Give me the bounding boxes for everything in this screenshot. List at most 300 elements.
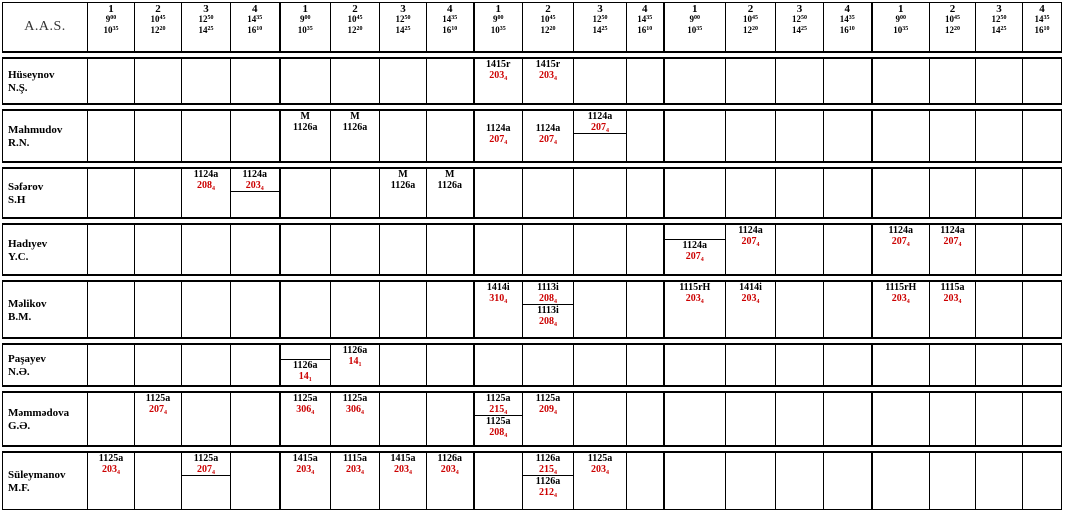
teacher-row	[3, 58, 1062, 104]
schedule-cell	[930, 168, 976, 218]
schedule-cell	[380, 452, 427, 510]
period-end: $16^{10}$	[839, 25, 855, 35]
schedule-cell	[474, 452, 523, 510]
schedule-cell	[474, 344, 523, 386]
room-number: $208_4$	[489, 426, 508, 439]
schedule-cell	[523, 452, 574, 510]
teacher-row	[3, 281, 1062, 338]
schedule-cell	[976, 392, 1023, 446]
schedule-cell	[182, 392, 231, 446]
schedule-cell	[231, 452, 280, 510]
schedule-cell	[427, 392, 474, 446]
header-row	[3, 3, 1062, 52]
room-number: $207_4$	[891, 235, 910, 248]
period-start: $10^{45}$	[540, 14, 556, 24]
lesson-entry	[873, 225, 930, 247]
course-code: 1125a	[145, 392, 171, 404]
schedule-cell	[331, 168, 380, 218]
schedule-cell	[1023, 110, 1062, 162]
course-code: 1126a	[293, 359, 318, 371]
schedule-cell	[574, 224, 627, 275]
lesson-entry	[523, 393, 573, 415]
room-number: $203_4$	[346, 463, 364, 476]
schedule-cell	[88, 58, 135, 104]
period-end: $16^{10}$	[247, 25, 263, 35]
period-start: $12^{50}$	[991, 14, 1007, 24]
schedule-cell	[474, 224, 523, 275]
course-code: 1126a	[535, 475, 561, 487]
period-number: 4	[252, 3, 258, 15]
schedule-cell	[331, 452, 380, 510]
schedule-cell	[231, 168, 280, 218]
period-start: $14^{35}$	[247, 14, 263, 24]
schedule-cell	[135, 344, 182, 386]
course-code: 1125a	[342, 392, 368, 404]
room-number: $207_4$	[539, 133, 557, 146]
course-code: 1126a	[535, 452, 561, 464]
schedule-cell	[574, 281, 627, 338]
lesson-entry	[88, 453, 134, 475]
schedule-cell	[280, 281, 331, 338]
course-code: M	[350, 110, 360, 122]
schedule-cell	[824, 168, 872, 218]
course-code: 1124a	[193, 168, 219, 180]
course-code: 1115a	[343, 452, 367, 464]
period-start: $12^{50}$	[792, 14, 807, 24]
schedule-cell	[427, 281, 474, 338]
schedule-cell	[88, 168, 135, 218]
course-code: 1415a	[292, 452, 318, 464]
period-header	[627, 3, 664, 52]
course-code: 1125a	[486, 392, 511, 404]
course-code: 1125a	[98, 452, 124, 464]
course-code: 1125a	[486, 415, 511, 427]
period-start: $10^{45}$	[150, 14, 166, 24]
schedule-cell	[1023, 452, 1062, 510]
schedule-cell	[776, 452, 824, 510]
schedule-cell	[627, 224, 664, 275]
period-end: $14^{25}$	[991, 25, 1007, 35]
schedule-cell	[872, 168, 930, 218]
schedule-cell	[930, 452, 976, 510]
period-number: 2	[949, 3, 956, 15]
teacher-initials: M.F.	[8, 482, 30, 495]
schedule-cell	[776, 281, 824, 338]
schedule-cell	[726, 110, 776, 162]
lesson-entry	[281, 393, 331, 415]
lesson-entry	[427, 453, 473, 475]
period-header	[231, 3, 280, 52]
schedule-cell	[135, 392, 182, 446]
room-number: $208_4$	[539, 292, 557, 305]
teacher-surname: Səfərov	[8, 181, 44, 193]
lesson-entry	[523, 305, 573, 327]
period-number: 3	[203, 3, 209, 15]
schedule-cell	[182, 452, 231, 510]
period-end: $10^{35}$	[490, 25, 506, 35]
period-end: $12^{20}$	[540, 25, 556, 35]
room-number: $14_1$	[298, 370, 312, 383]
schedule-cell	[523, 58, 574, 104]
schedule-cell	[331, 281, 380, 338]
schedule-cell	[824, 344, 872, 386]
course-code: 1125a	[293, 392, 318, 404]
room-number: $207_4$	[149, 403, 167, 416]
period-number: 3	[996, 3, 1002, 15]
period-number: 1	[108, 3, 114, 15]
schedule-cell	[726, 168, 776, 218]
period-header	[930, 3, 976, 52]
schedule-cell	[976, 168, 1023, 218]
schedule-cell	[380, 168, 427, 218]
schedule-cell	[824, 281, 872, 338]
period-start: $12^{50}$	[395, 14, 411, 24]
room-number: $203_4$	[591, 463, 609, 476]
course-code: 1124a	[682, 239, 707, 251]
schedule-cell	[380, 344, 427, 386]
period-number: 4	[447, 3, 453, 15]
schedule-cell	[872, 110, 930, 162]
period-start: $14^{35}$	[1034, 14, 1050, 24]
period-end: $10^{35}$	[893, 25, 909, 35]
room-number: $207_4$	[685, 250, 704, 263]
course-code: 1115rH	[679, 281, 711, 293]
room-number: $203_4$	[741, 292, 760, 305]
course-code: 1113i	[537, 281, 559, 293]
room-number: $209_4$	[539, 403, 557, 416]
course-code: 1126a	[390, 179, 416, 191]
schedule-cell	[380, 110, 427, 162]
room-number: $203_4$	[943, 292, 962, 305]
period-start: $10^{45}$	[743, 14, 758, 24]
period-end: $12^{20}$	[150, 25, 166, 35]
schedule-cell	[976, 58, 1023, 104]
schedule-cell	[1023, 344, 1062, 386]
teacher-initials: G.Ə.	[8, 420, 31, 432]
lesson-entry	[182, 169, 230, 191]
schedule-cell	[824, 392, 872, 446]
lesson-entry	[523, 282, 573, 305]
room-number: $207_4$	[943, 235, 962, 248]
course-code: 1126a	[342, 344, 368, 356]
period-header	[135, 3, 182, 52]
teacher-row	[3, 110, 1062, 162]
schedule-cell	[280, 224, 331, 275]
period-start: $9^{00}$	[105, 14, 117, 24]
schedule-cell	[824, 224, 872, 275]
schedule-cell	[930, 281, 976, 338]
course-code: 1124a	[940, 224, 965, 236]
schedule-cell	[776, 224, 824, 275]
room-number: $215_4$	[489, 403, 508, 416]
room-number: $203_4$	[296, 463, 315, 476]
schedule-cell	[627, 281, 664, 338]
lesson-entry	[475, 59, 523, 81]
teacher-name-cell	[3, 344, 88, 386]
room-number: $14_1$	[348, 355, 362, 368]
schedule-cell	[427, 224, 474, 275]
period-header	[280, 3, 331, 52]
schedule-cell	[664, 168, 726, 218]
teacher-name-cell	[3, 452, 88, 510]
period-end: $12^{20}$	[743, 25, 758, 35]
schedule-cell	[231, 281, 280, 338]
period-header	[1023, 3, 1062, 52]
period-start: $14^{35}$	[839, 14, 855, 24]
period-number: 2	[545, 3, 551, 15]
schedule-cell	[135, 281, 182, 338]
schedule-cell	[88, 392, 135, 446]
schedule-cell	[776, 168, 824, 218]
course-code: 1125a	[193, 452, 219, 464]
schedule-cell	[574, 344, 627, 386]
course-code: M	[398, 168, 408, 180]
schedule-cell	[88, 281, 135, 338]
period-header	[776, 3, 824, 52]
schedule-cell	[135, 452, 182, 510]
room-number: $203_4$	[394, 463, 412, 476]
teacher-surname: Məlikov	[8, 297, 47, 310]
lesson-entry	[281, 111, 331, 133]
lesson-entry	[281, 359, 331, 382]
schedule-cell	[664, 392, 726, 446]
period-header	[976, 3, 1023, 52]
course-code: 1126a	[437, 179, 462, 191]
room-number: $203_4$	[245, 179, 264, 192]
schedule-cell	[88, 344, 135, 386]
schedule-cell	[182, 224, 231, 275]
period-header	[427, 3, 474, 52]
lesson-entry	[427, 169, 473, 191]
schedule-cell	[976, 224, 1023, 275]
schedule-cell	[976, 344, 1023, 386]
period-end: $14^{25}$	[592, 25, 608, 35]
period-number: 3	[597, 3, 603, 15]
room-number: $203_4$	[539, 69, 557, 82]
teacher-row	[3, 344, 1062, 386]
teacher-timetable	[2, 2, 1062, 510]
period-number: 1	[692, 3, 698, 15]
schedule-cell	[664, 281, 726, 338]
period-end: $12^{20}$	[945, 25, 960, 35]
schedule-cell	[182, 110, 231, 162]
course-code: 1414i	[486, 281, 510, 293]
lesson-entry	[475, 282, 523, 304]
room-number: $203_4$	[489, 69, 508, 82]
period-number: 2	[747, 3, 754, 15]
schedule-cell	[331, 224, 380, 275]
period-end: $10^{35}$	[103, 25, 119, 35]
lesson-entry	[523, 476, 573, 498]
lesson-entry	[475, 393, 523, 416]
course-code: 1115a	[940, 281, 965, 293]
room-number: $203_4$	[891, 292, 910, 305]
lesson-entry	[475, 416, 523, 438]
schedule-cell	[182, 58, 231, 104]
schedule-cell	[872, 392, 930, 446]
room-number: $215_4$	[539, 463, 557, 476]
course-code: 1113i	[537, 304, 559, 316]
schedule-cell	[231, 58, 280, 104]
lesson-entry	[331, 345, 379, 367]
schedule-cell	[627, 344, 664, 386]
period-header	[380, 3, 427, 52]
schedule-cell	[664, 58, 726, 104]
room-number: $203_4$	[440, 463, 459, 476]
schedule-cell	[726, 224, 776, 275]
schedule-cell	[280, 392, 331, 446]
room-number: $207_4$	[489, 133, 508, 146]
period-number: 3	[796, 3, 803, 15]
schedule-cell	[627, 58, 664, 104]
schedule-cell	[182, 344, 231, 386]
schedule-cell	[280, 58, 331, 104]
teacher-initials: N.Ə.	[8, 366, 30, 378]
room-number: $207_4$	[591, 121, 609, 134]
schedule-cell	[523, 224, 574, 275]
course-code: 1126a	[293, 121, 318, 133]
lesson-entry	[574, 111, 626, 134]
period-start: $12^{50}$	[198, 14, 214, 24]
teacher-name-cell	[3, 392, 88, 446]
course-code: 1124a	[535, 122, 561, 134]
schedule-cell	[474, 168, 523, 218]
period-header	[88, 3, 135, 52]
room-number: $208_4$	[539, 315, 557, 328]
schedule-cell	[380, 58, 427, 104]
period-end: $14^{25}$	[395, 25, 411, 35]
schedule-cell	[664, 452, 726, 510]
teacher-initials: R.N.	[8, 137, 30, 149]
period-header	[726, 3, 776, 52]
period-end: $14^{25}$	[792, 25, 807, 35]
schedule-cell	[523, 392, 574, 446]
lesson-entry	[182, 453, 230, 476]
teacher-initials: N.Ş.	[8, 82, 28, 94]
teacher-row	[3, 168, 1062, 218]
lesson-entry	[665, 239, 726, 262]
period-start: $9^{00}$	[300, 14, 311, 24]
schedule-cell	[726, 58, 776, 104]
schedule-cell	[627, 452, 664, 510]
period-end: $12^{20}$	[347, 25, 363, 35]
schedule-cell	[331, 344, 380, 386]
teacher-name-cell	[3, 224, 88, 275]
schedule-cell	[135, 168, 182, 218]
schedule-cell	[474, 281, 523, 338]
schedule-cell	[88, 110, 135, 162]
period-number: 4	[642, 3, 648, 15]
schedule-cell	[976, 281, 1023, 338]
teacher-surname: Hüseynov	[8, 69, 55, 81]
teacher-row	[3, 392, 1062, 446]
schedule-cell	[976, 452, 1023, 510]
schedule-cell	[574, 452, 627, 510]
period-number: 4	[1039, 3, 1045, 15]
period-start: $9^{00}$	[689, 14, 700, 24]
period-number: 4	[844, 3, 850, 15]
course-code: 1126a	[437, 452, 462, 464]
period-number: 3	[400, 3, 406, 15]
period-start: $10^{45}$	[347, 14, 363, 24]
aas-header: A.A.S.	[3, 3, 88, 52]
room-number: $208_4$	[197, 179, 215, 192]
schedule-cell	[231, 392, 280, 446]
teacher-initials: S.H	[8, 194, 26, 206]
teacher-initials: B.M.	[8, 310, 32, 323]
course-code: 1124a	[486, 122, 511, 134]
schedule-cell	[380, 281, 427, 338]
room-number: $207_4$	[741, 235, 760, 248]
schedule-cell	[427, 110, 474, 162]
schedule-cell	[930, 110, 976, 162]
schedule-cell	[231, 344, 280, 386]
period-header	[824, 3, 872, 52]
teacher-surname: Mahmudov	[8, 124, 63, 136]
schedule-cell	[380, 224, 427, 275]
lesson-entry	[726, 282, 775, 304]
teacher-name-cell	[3, 168, 88, 218]
schedule-cell	[427, 344, 474, 386]
period-number: 1	[898, 3, 904, 15]
course-code: 1124a	[738, 224, 763, 236]
schedule-cell	[182, 281, 231, 338]
period-end: $16^{10}$	[637, 25, 653, 35]
lesson-entry	[331, 111, 379, 133]
schedule-cell	[331, 392, 380, 446]
room-number: $212_4$	[539, 486, 557, 499]
room-number: $306_4$	[346, 403, 364, 416]
lesson-entry	[726, 225, 775, 247]
period-header	[182, 3, 231, 52]
schedule-cell	[627, 392, 664, 446]
schedule-cell	[930, 224, 976, 275]
schedule-cell	[726, 392, 776, 446]
period-start: $14^{35}$	[442, 14, 458, 24]
course-code: M	[300, 110, 310, 122]
schedule-cell	[523, 281, 574, 338]
lesson-entry	[523, 453, 573, 476]
course-code: 1415a	[390, 452, 416, 464]
schedule-cell	[280, 110, 331, 162]
schedule-cell	[872, 224, 930, 275]
course-code: 1126a	[342, 121, 368, 133]
schedule-cell	[474, 110, 523, 162]
course-code: M	[445, 168, 455, 180]
schedule-cell	[1023, 392, 1062, 446]
period-number: 1	[302, 3, 308, 15]
period-header	[664, 3, 726, 52]
schedule-cell	[726, 344, 776, 386]
schedule-cell	[976, 110, 1023, 162]
schedule-cell	[824, 452, 872, 510]
schedule-cell	[523, 168, 574, 218]
lesson-entry	[380, 453, 426, 475]
teacher-surname: Hadıyev	[8, 237, 48, 250]
course-code: 1125a	[535, 392, 561, 404]
schedule-cell	[182, 168, 231, 218]
period-number: 1	[495, 3, 501, 15]
room-number: $306_4$	[296, 403, 315, 416]
schedule-cell	[427, 168, 474, 218]
period-header	[331, 3, 380, 52]
schedule-cell	[824, 58, 872, 104]
period-start: $14^{35}$	[637, 14, 653, 24]
teacher-surname: Süleymanov	[8, 469, 66, 482]
schedule-cell	[824, 110, 872, 162]
course-code: 1124a	[587, 110, 613, 122]
course-code: 1125a	[587, 452, 613, 464]
